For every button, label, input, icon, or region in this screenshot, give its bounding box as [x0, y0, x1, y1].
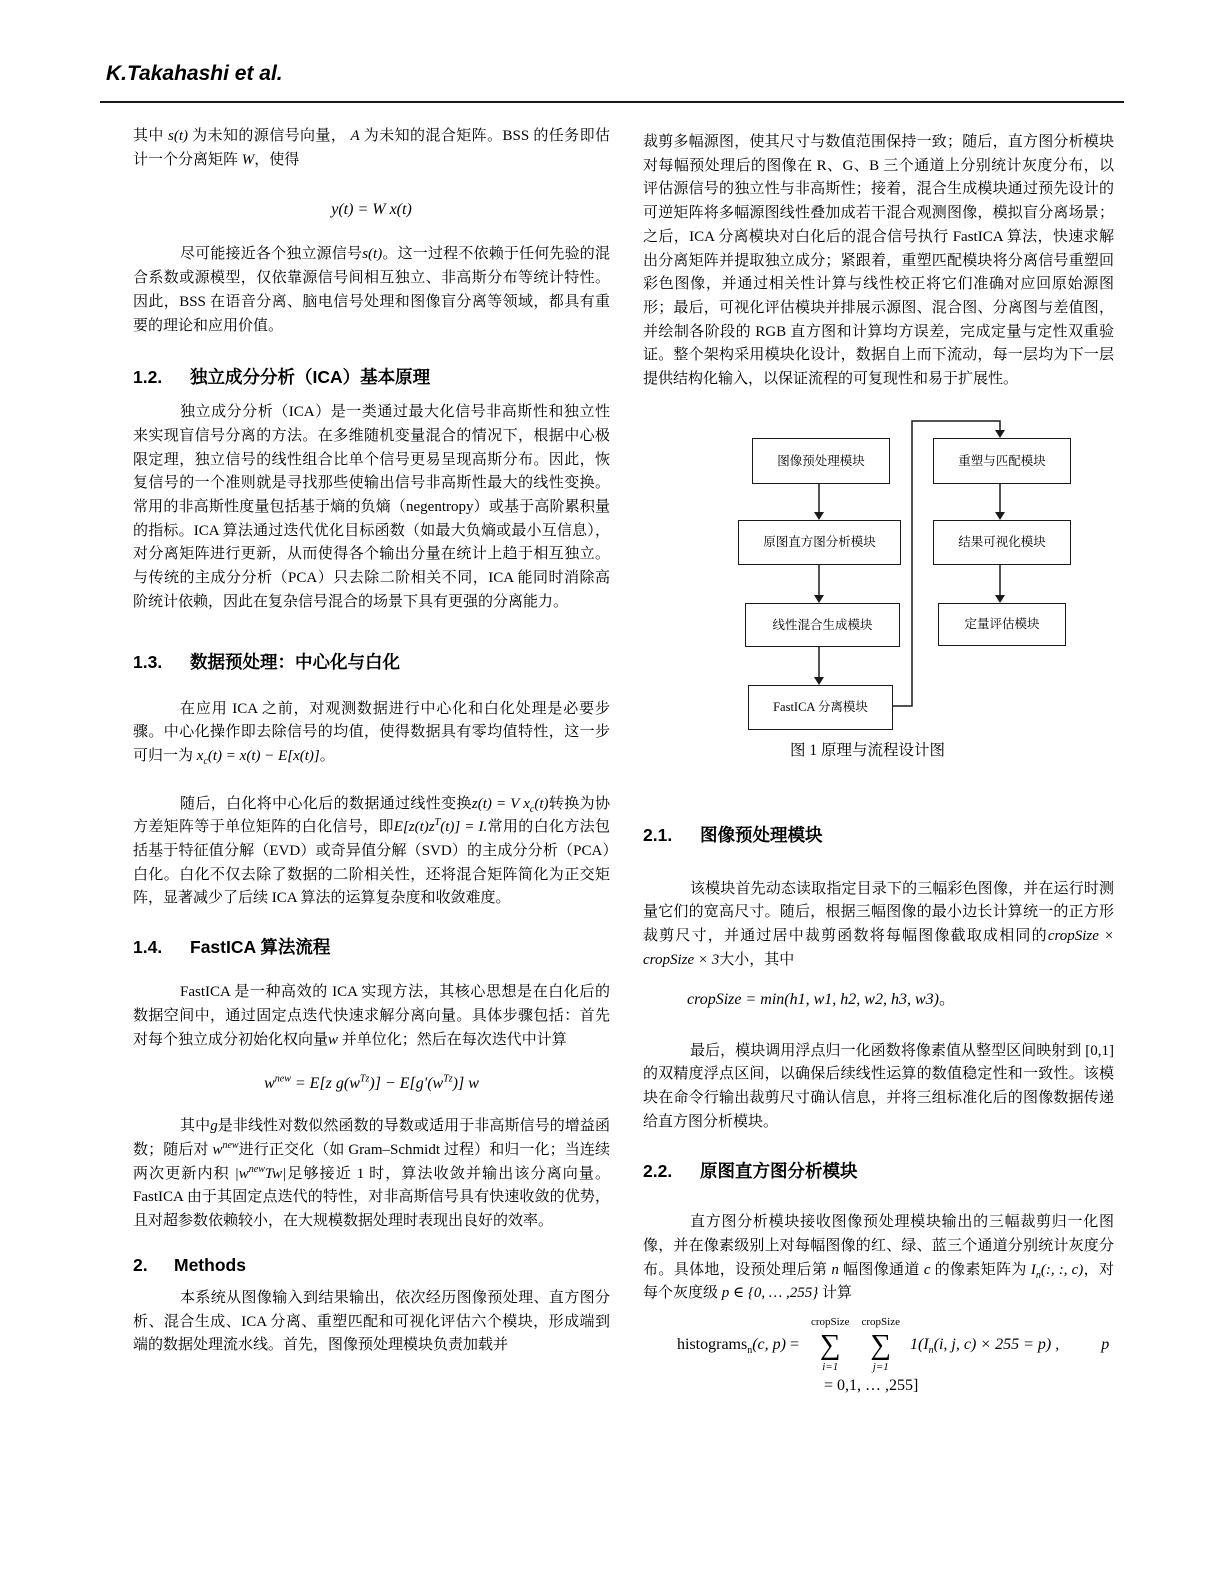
section-heading-2-1	[643, 822, 1114, 848]
section-heading-2-2	[643, 1158, 1114, 1184]
section-number: 2.2.	[643, 1161, 673, 1182]
para-methods-overview: 本系统从图像输入到结果输出，依次经历图像预处理、直方图分析、混合生成、ICA 分离、重塑匹配和可视化评估六个模块，形成端到端的数据处理流水线。首先，图像预处理模块负责加载并	[133, 1289, 610, 1354]
flow-box-quantitative-eval: 定量评估模块	[938, 603, 1066, 646]
section-number: 1.3.	[133, 651, 163, 672]
sum-lower-limit: j=1	[872, 1361, 889, 1374]
formula-histograms	[643, 1316, 1114, 1398]
section-heading-1-4	[133, 934, 610, 960]
running-head-author: K.Takahashi et al.	[106, 62, 283, 85]
flow-box-fastica-separation: FastICA 分离模块	[748, 685, 893, 730]
section-title: 数据预处理：中心化与白化	[190, 651, 400, 672]
flow-box-reshape-match: 重塑与匹配模块	[933, 438, 1071, 484]
section-title: 独立成分分析（ICA）基本原理	[190, 367, 431, 388]
flow-box-linear-mixing: 线性混合生成模块	[745, 603, 900, 647]
section-title: 图像预处理模块	[700, 824, 823, 845]
summation-i	[811, 1316, 849, 1374]
summation-j	[862, 1316, 900, 1374]
section-number: 2.1.	[643, 824, 673, 845]
formula-tail-p: p	[1101, 1336, 1110, 1354]
section-title: FastICA 算法流程	[190, 937, 331, 958]
formula-rhs: $1(I_n(i$, j, c) × 255 = p) ,	[909, 1336, 1060, 1357]
para-normalization: 最后，模块调用浮点归一化函数将像素值从整型区间映射到 [0,1] 的双精度浮点区间，以确保后续线性运算的数值稳定性和一致性。该模块在命令行输出裁剪尺寸确认信息，并将三组标准化后的图像数据传递给直方图分析模块。	[643, 1042, 1114, 1130]
flow-box-result-visualization: 结果可视化模块	[933, 520, 1071, 565]
para-centering: 在应用 ICA 之前，对观测数据进行中心化和白化处理是必要步骤。中心化操作即去除信号的均值，使得数据具有零均值特性，这一步可归一为 $x_c(t) = x(t) - E[x(t)]$。	[133, 700, 610, 767]
sum-upper-limit: cropSize	[811, 1316, 850, 1329]
section-heading-1-2	[133, 364, 610, 390]
section-title: 原图直方图分析模块	[700, 1161, 858, 1182]
sigma-icon: ∑	[819, 1329, 841, 1362]
section-number: 1.2.	[133, 367, 163, 388]
section-heading-1-3	[133, 649, 610, 675]
para-histogram-module: 直方图分析模块接收图像预处理模块输出的三幅裁剪归一化图像，并在像素级别上对每幅图像的红、绿、蓝三个通道分别统计灰度分布。具体地，设预处理后第 n 幅图像通道 c 的像素矩阵为 $I_n$(:, :, c)，对每个灰度级 p ∈ {0, … ,255} 计算	[643, 1214, 1114, 1302]
header-rule	[100, 101, 1124, 103]
section-number: 1.4.	[133, 937, 163, 958]
formula-range-line: = 0,1, … ,255]	[824, 1377, 919, 1395]
para-bss-continued: 尽可能接近各个独立源信号s(t)。这一过程不依赖于任何先验的混合系数或源模型，仅依靠源信号间相互独立、非高斯分布等统计特性。因此，BSS 在语音分离、脑电信号处理和图像盲分离等领域，都具有重要的理论和应用价值。	[133, 246, 610, 334]
left-column	[133, 112, 610, 1358]
para-fastica-detail: 其中g是非线性对数似然函数的导数或适用于非高斯信号的增益函数；随后对 $w^{new}$进行正交化（如 Gram–Schmidt 过程）和归一化；当连续两次更新内积 $|w^{new}Tw|$足够接近 1 时，算法收敛并输出该分离向量。FastICA 由于其固定点迭代的特性，对非高斯信号具有快速收敛的优势，且对超参数依赖较小，在大规模数据处理时表现出良好的效率。	[133, 1118, 610, 1230]
formula-histograms-row	[643, 1316, 1114, 1374]
para-whitening: 随后，白化将中心化后的数据通过线性变换z(t) = V $x_c(t)$转换为协方差矩阵等于单位矩阵的白化信号，即$E[z(t)z^T(t)] = I$.常用的白化方法包括基于特征值分解（EVD）或奇异值分解（SVD）的主成分分析（PCA）白化。白化不仅去除了数据的二阶相关性，还将混合矩阵简化为正交矩阵，显著减少了后续 ICA 算法的运算复杂度和收敛难度。	[133, 795, 610, 907]
section-title: Methods	[174, 1254, 246, 1275]
formula-cropsize: cropSize = min(h1, w1, h2, w2, h3, w3)。	[687, 990, 955, 1008]
formula-lhs: histograms$_n$(c, p) =	[677, 1336, 800, 1357]
para-pipeline: 裁剪多幅源图，使其尺寸与数值范围保持一致；随后，直方图分析模块对每幅预处理后的图像在 R、G、B 三个通道上分别统计灰度分布，以评估源信号的独立性与非高斯性；接着，混合生成模块通过预先设计的可逆矩阵将多幅源图线性叠加成若干混合观测图像，模拟盲分离场景；之后，ICA 分离模块对白化后的混合信号执行 FastICA 算法，快速求解出分离矩阵并提取独立成分；紧跟着，重塑匹配模块将分离信号重塑回彩色图像，并通过相关性计算与线性校正将它们准确对应回原始源图形；最后，可视化评估模块并排展示源图、混合图、分离图与差值图，并绘制各阶段的 RGB 直方图和计算均方误差，完成定量与定性双重验证。整个架构采用模块化设计，数据自上而下流动，每一层均为下一层提供结构化输入，以保证流程的可复现性和易于扩展性。	[643, 134, 1114, 388]
figure-1-flowchart	[643, 417, 1114, 769]
sum-upper-limit: cropSize	[861, 1316, 900, 1329]
para-intro: 其中 s(t) 为未知的源信号向量， A 为未知的混合矩阵。BSS 的任务即估计一个分离矩阵 W，使得	[133, 128, 610, 168]
formula-bss: y(t) = W x(t)	[331, 201, 412, 219]
flow-box-image-preprocess: 图像预处理模块	[752, 438, 890, 484]
figure-caption: 图 1 原理与流程设计图	[789, 741, 945, 759]
formula-fastica-update: $w^{new} = E[z$ $g(w^{Tz})] - E[g'(w^{Tz})]$ w	[264, 1073, 479, 1093]
para-fastica-intro: FastICA 是一种高效的 ICA 实现方法，其核心思想是在白化后的数据空间中，通过固定点迭代快速求解分离向量。具体步骤包括：首先对每个独立成分初始化权向量w 并单位化；然后在每次迭代中计算	[133, 984, 610, 1048]
sigma-icon: ∑	[870, 1329, 892, 1362]
right-column	[643, 112, 1114, 1398]
para-preprocess-module: 该模块首先动态读取指定目录下的三幅彩色图像，并在运行时测量它们的宽高尺寸。随后，根据三幅图像的最小边长计算统一的正方形裁剪尺寸，并通过居中裁剪函数将每幅图像截取成相同的cropSize × cropSize × 3大小，其中	[643, 880, 1114, 968]
flow-box-histogram-analysis: 原图直方图分析模块	[738, 520, 901, 565]
section-number: 2.	[133, 1254, 148, 1275]
sum-lower-limit: i=1	[822, 1361, 839, 1374]
para-ica-principle: 独立成分分析（ICA）是一类通过最大化信号非高斯性和独立性来实现盲信号分离的方法。在多维随机变量混合的情况下，根据中心极限定理，独立信号的线性组合比单个信号更易呈现高斯分布。因此，恢复信号的一个准则就是寻找那些使输出信号非高斯性最大的线性变换。常用的非高斯性度量包括基于熵的负熵（negentropy）或基于高阶累积量的指标。ICA 算法通过迭代优化目标函数（如最大负熵或最小互信息），对分离矩阵进行更新，从而使得各个输出分量在统计上趋于相互独立。与传统的主成分分析（PCA）只去除二阶相关不同，ICA 能同时消除高阶统计依赖，因此在复杂信号混合的场景下具有更强的分离能力。	[133, 404, 610, 610]
section-heading-2	[133, 1252, 610, 1278]
